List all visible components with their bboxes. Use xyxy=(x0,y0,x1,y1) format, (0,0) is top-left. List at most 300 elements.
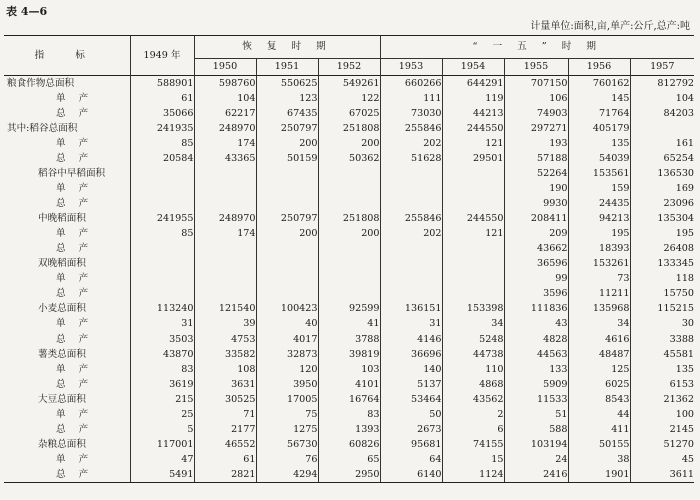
table-cell: 45581 xyxy=(630,347,694,362)
table-cell: 50362 xyxy=(318,151,380,166)
table-cell xyxy=(194,287,256,302)
table-cell: 61 xyxy=(130,91,194,106)
table-row xyxy=(4,136,694,151)
table-cell: 2 xyxy=(442,407,504,422)
table-cell xyxy=(194,196,256,211)
table-cell: 11211 xyxy=(568,287,630,302)
table-cell xyxy=(256,196,318,211)
table-cell: 85 xyxy=(130,136,194,151)
header-year: 1952 xyxy=(318,59,380,76)
table-cell xyxy=(130,272,194,287)
table-cell: 660266 xyxy=(380,76,442,92)
table-cell: 135 xyxy=(630,362,694,377)
header-year: 1955 xyxy=(504,59,568,76)
table-cell: 174 xyxy=(194,136,256,151)
table-cell xyxy=(380,196,442,211)
table-cell: 202 xyxy=(380,226,442,241)
table-row xyxy=(4,196,694,211)
table-row xyxy=(4,302,694,317)
table-cell: 200 xyxy=(318,226,380,241)
table-cell xyxy=(194,257,256,272)
table-cell: 104 xyxy=(194,91,256,106)
table-cell: 588901 xyxy=(130,76,194,92)
table-row xyxy=(4,392,694,407)
table-cell: 73030 xyxy=(380,106,442,121)
table-cell: 153261 xyxy=(568,257,630,272)
table-cell: 123 xyxy=(256,91,318,106)
row-label: 总 产 xyxy=(56,423,94,435)
table-cell: 43870 xyxy=(130,347,194,362)
table-cell xyxy=(256,257,318,272)
table-cell: 4828 xyxy=(504,332,568,347)
table-cell: 241955 xyxy=(130,211,194,226)
table-cell: 588 xyxy=(504,422,568,437)
table-cell: 6025 xyxy=(568,377,630,392)
table-cell: 44213 xyxy=(442,106,504,121)
table-row xyxy=(4,257,694,272)
table-row xyxy=(4,166,694,181)
table-cell: 39819 xyxy=(318,347,380,362)
table-cell: 61 xyxy=(194,452,256,467)
table-row xyxy=(4,407,694,422)
table-cell: 110 xyxy=(442,362,504,377)
table-cell: 54039 xyxy=(568,151,630,166)
table-cell xyxy=(442,166,504,181)
table-cell: 46552 xyxy=(194,437,256,452)
table-header xyxy=(4,36,694,76)
table-cell: 115215 xyxy=(630,302,694,317)
table-row xyxy=(4,347,694,362)
table-cell: 45 xyxy=(630,452,694,467)
table-cell: 161 xyxy=(630,136,694,151)
table-row xyxy=(4,242,694,257)
table-cell: 135968 xyxy=(568,302,630,317)
table-cell: 51270 xyxy=(630,437,694,452)
table-cell: 44 xyxy=(568,407,630,422)
table-row xyxy=(4,226,694,241)
table-cell: 136530 xyxy=(630,166,694,181)
table-cell: 100423 xyxy=(256,302,318,317)
row-label: 单 产 xyxy=(56,183,94,195)
table-cell: 2177 xyxy=(194,422,256,437)
table-cell xyxy=(442,272,504,287)
table-cell: 2416 xyxy=(504,467,568,483)
table-cell: 11533 xyxy=(504,392,568,407)
header-year: 1953 xyxy=(380,59,442,76)
table-cell: 73 xyxy=(568,272,630,287)
table-row xyxy=(4,377,694,392)
table-cell: 36696 xyxy=(380,347,442,362)
table-cell: 15750 xyxy=(630,287,694,302)
table-cell: 215 xyxy=(130,392,194,407)
row-label: 总 产 xyxy=(56,333,94,345)
table-row xyxy=(4,121,694,136)
table-cell: 5909 xyxy=(504,377,568,392)
table-cell: 36596 xyxy=(504,257,568,272)
table-cell: 33582 xyxy=(194,347,256,362)
table-cell: 121 xyxy=(442,226,504,241)
table-cell: 405179 xyxy=(568,121,630,136)
header-recovery-period: 恢 复 时 期 xyxy=(194,36,380,59)
table-cell: 48487 xyxy=(568,347,630,362)
table-cell: 50155 xyxy=(568,437,630,452)
table-cell xyxy=(194,166,256,181)
table-cell: 67435 xyxy=(256,106,318,121)
table-cell: 50159 xyxy=(256,151,318,166)
table-cell xyxy=(130,257,194,272)
row-label: 双晚稻面积 xyxy=(38,258,86,270)
table-cell: 760162 xyxy=(568,76,630,92)
table-cell: 2673 xyxy=(380,422,442,437)
table-cell: 411 xyxy=(568,422,630,437)
table-cell: 2145 xyxy=(630,422,694,437)
table-cell: 85 xyxy=(130,226,194,241)
header-first-five-year-plan: “ 一 五 ” 时 期 xyxy=(380,36,694,59)
table-row xyxy=(4,106,694,121)
table-cell: 44738 xyxy=(442,347,504,362)
table-row xyxy=(4,362,694,377)
row-label: 单 产 xyxy=(56,92,94,104)
table-cell xyxy=(380,287,442,302)
table-cell: 71 xyxy=(194,407,256,422)
table-cell xyxy=(380,257,442,272)
row-label: 总 产 xyxy=(56,378,94,390)
table-cell: 74155 xyxy=(442,437,504,452)
table-cell: 106 xyxy=(504,91,568,106)
table-cell: 67025 xyxy=(318,106,380,121)
row-label: 单 产 xyxy=(56,137,94,149)
table-cell: 44563 xyxy=(504,347,568,362)
table-cell: 75 xyxy=(256,407,318,422)
table-cell: 100 xyxy=(630,407,694,422)
table-cell: 3503 xyxy=(130,332,194,347)
table-cell xyxy=(380,242,442,257)
table-cell: 3631 xyxy=(194,377,256,392)
table-cell: 117001 xyxy=(130,437,194,452)
table-cell xyxy=(318,257,380,272)
row-label: 总 产 xyxy=(56,152,94,164)
table-cell: 5 xyxy=(130,422,194,437)
row-label: 稻谷中早稻面积 xyxy=(38,168,106,179)
table-cell: 133345 xyxy=(630,257,694,272)
table-cell: 3788 xyxy=(318,332,380,347)
table-cell: 6 xyxy=(442,422,504,437)
table-cell: 31 xyxy=(130,317,194,332)
table-cell: 103194 xyxy=(504,437,568,452)
table-cell: 9930 xyxy=(504,196,568,211)
header-year: 1951 xyxy=(256,59,318,76)
table-cell: 248970 xyxy=(194,211,256,226)
table-cell: 208411 xyxy=(504,211,568,226)
table-cell: 40 xyxy=(256,317,318,332)
table-cell: 30 xyxy=(630,317,694,332)
row-label: 单 产 xyxy=(56,318,94,330)
table-cell: 29501 xyxy=(442,151,504,166)
table-cell: 30525 xyxy=(194,392,256,407)
table-cell: 92599 xyxy=(318,302,380,317)
table-cell: 145 xyxy=(568,91,630,106)
table-cell: 244550 xyxy=(442,121,504,136)
header-indicator: 指 标 xyxy=(4,36,130,76)
table-cell: 74903 xyxy=(504,106,568,121)
table-cell: 121540 xyxy=(194,302,256,317)
table-row xyxy=(4,91,694,106)
table-cell: 644291 xyxy=(442,76,504,92)
row-label: 单 产 xyxy=(56,408,94,420)
table-cell: 34 xyxy=(568,317,630,332)
table-cell: 4101 xyxy=(318,377,380,392)
table-cell xyxy=(442,257,504,272)
table-cell: 193 xyxy=(504,136,568,151)
table-cell: 18393 xyxy=(568,242,630,257)
table-cell xyxy=(380,272,442,287)
table-cell: 3619 xyxy=(130,377,194,392)
table-cell: 550625 xyxy=(256,76,318,92)
table-cell: 3596 xyxy=(504,287,568,302)
table-cell: 43562 xyxy=(442,392,504,407)
table-cell: 99 xyxy=(504,272,568,287)
table-cell xyxy=(194,181,256,196)
table-cell: 4017 xyxy=(256,332,318,347)
row-label: 总 产 xyxy=(56,243,94,255)
table-cell: 25 xyxy=(130,407,194,422)
table-cell xyxy=(130,166,194,181)
table-cell: 248970 xyxy=(194,121,256,136)
table-cell: 3611 xyxy=(630,467,694,483)
row-label: 总 产 xyxy=(56,107,94,119)
header-year: 1954 xyxy=(442,59,504,76)
table-cell: 57188 xyxy=(504,151,568,166)
table-cell: 255846 xyxy=(380,121,442,136)
row-label: 小麦总面积 xyxy=(38,303,86,315)
table-cell: 6140 xyxy=(380,467,442,483)
table-cell: 135304 xyxy=(630,211,694,226)
table-cell: 159 xyxy=(568,181,630,196)
table-row xyxy=(4,332,694,347)
row-label: 大豆总面积 xyxy=(38,393,86,405)
header-year: 1950 xyxy=(194,59,256,76)
table-cell: 94213 xyxy=(568,211,630,226)
table-cell: 190 xyxy=(504,181,568,196)
table-cell xyxy=(194,242,256,257)
table-cell xyxy=(130,196,194,211)
table-cell: 32873 xyxy=(256,347,318,362)
table-cell: 4868 xyxy=(442,377,504,392)
table-cell: 65 xyxy=(318,452,380,467)
table-row xyxy=(4,467,694,483)
table-row xyxy=(4,317,694,332)
header-year: 1956 xyxy=(568,59,630,76)
table-cell: 31 xyxy=(380,317,442,332)
table-cell: 47 xyxy=(130,452,194,467)
table-cell: 5137 xyxy=(380,377,442,392)
table-cell xyxy=(256,181,318,196)
table-cell: 103 xyxy=(318,362,380,377)
table-row xyxy=(4,437,694,452)
table-cell: 34 xyxy=(442,317,504,332)
table-cell: 16764 xyxy=(318,392,380,407)
table-cell: 244550 xyxy=(442,211,504,226)
table-cell: 5248 xyxy=(442,332,504,347)
row-label: 总 产 xyxy=(56,198,94,210)
table-cell: 52264 xyxy=(504,166,568,181)
table-cell: 120 xyxy=(256,362,318,377)
table-cell: 1393 xyxy=(318,422,380,437)
table-cell: 200 xyxy=(256,136,318,151)
table-cell xyxy=(318,242,380,257)
table-cell: 38 xyxy=(568,452,630,467)
row-label: 总 产 xyxy=(56,288,94,300)
table-cell: 41 xyxy=(318,317,380,332)
table-cell: 135 xyxy=(568,136,630,151)
table-cell: 195 xyxy=(568,226,630,241)
table-cell xyxy=(318,272,380,287)
table-cell: 200 xyxy=(256,226,318,241)
table-cell xyxy=(442,242,504,257)
table-cell: 250797 xyxy=(256,121,318,136)
table-row xyxy=(4,151,694,166)
table-cell: 200 xyxy=(318,136,380,151)
table-cell xyxy=(256,166,318,181)
table-body xyxy=(4,76,694,483)
row-label: 总 产 xyxy=(4,467,130,483)
table-cell: 153561 xyxy=(568,166,630,181)
table-cell: 17005 xyxy=(256,392,318,407)
table-cell: 39 xyxy=(194,317,256,332)
row-label: 薯类总面积 xyxy=(38,348,86,360)
table-cell: 95681 xyxy=(380,437,442,452)
table-cell: 24 xyxy=(504,452,568,467)
table-cell: 50 xyxy=(380,407,442,422)
table-cell: 83 xyxy=(318,407,380,422)
row-label: 中晚稻面积 xyxy=(38,213,86,225)
table-row xyxy=(4,272,694,287)
table-cell xyxy=(194,272,256,287)
table-cell xyxy=(442,181,504,196)
table-cell xyxy=(380,181,442,196)
table-cell xyxy=(442,196,504,211)
table-cell: 153398 xyxy=(442,302,504,317)
table-row xyxy=(4,181,694,196)
table-cell: 83 xyxy=(130,362,194,377)
table-cell xyxy=(130,287,194,302)
header-year: 1957 xyxy=(630,59,694,76)
table-cell: 136151 xyxy=(380,302,442,317)
table-cell: 118 xyxy=(630,272,694,287)
table-cell: 2950 xyxy=(318,467,380,483)
table-cell: 4753 xyxy=(194,332,256,347)
table-cell: 4616 xyxy=(568,332,630,347)
table-cell: 21362 xyxy=(630,392,694,407)
row-label: 单 产 xyxy=(56,228,94,240)
table-cell xyxy=(130,181,194,196)
table-cell: 140 xyxy=(380,362,442,377)
table-cell: 1275 xyxy=(256,422,318,437)
table-cell: 51 xyxy=(504,407,568,422)
table-cell xyxy=(256,287,318,302)
table-cell xyxy=(380,166,442,181)
table-cell: 64 xyxy=(380,452,442,467)
table-cell: 133 xyxy=(504,362,568,377)
table-cell: 20584 xyxy=(130,151,194,166)
table-row xyxy=(4,452,694,467)
table-cell: 241935 xyxy=(130,121,194,136)
table-cell: 23096 xyxy=(630,196,694,211)
table-cell: 707150 xyxy=(504,76,568,92)
table-cell xyxy=(256,242,318,257)
table-cell xyxy=(318,196,380,211)
table-cell: 122 xyxy=(318,91,380,106)
table-cell: 251808 xyxy=(318,121,380,136)
table-cell xyxy=(318,166,380,181)
table-cell: 3950 xyxy=(256,377,318,392)
row-label: 粮食作物总面积 xyxy=(7,77,75,89)
table-cell: 598760 xyxy=(194,76,256,92)
table-cell xyxy=(130,242,194,257)
table-cell xyxy=(630,121,694,136)
table-cell: 65254 xyxy=(630,151,694,166)
table-cell: 111836 xyxy=(504,302,568,317)
row-label: 单 产 xyxy=(56,363,94,375)
header-year-1949: 1949 年 xyxy=(130,36,194,76)
table-cell: 297271 xyxy=(504,121,568,136)
table-cell: 2821 xyxy=(194,467,256,483)
statistics-table xyxy=(4,35,694,483)
table-cell xyxy=(256,272,318,287)
table-cell: 3388 xyxy=(630,332,694,347)
table-cell xyxy=(318,287,380,302)
table-cell: 255846 xyxy=(380,211,442,226)
table-cell: 202 xyxy=(380,136,442,151)
table-cell: 4294 xyxy=(256,467,318,483)
table-cell: 111 xyxy=(380,91,442,106)
table-cell: 43662 xyxy=(504,242,568,257)
table-cell: 51628 xyxy=(380,151,442,166)
table-cell: 121 xyxy=(442,136,504,151)
table-row xyxy=(4,287,694,302)
table-cell: 108 xyxy=(194,362,256,377)
unit-note: 计量单位:面积,亩,单产:公斤,总产:吨 xyxy=(530,21,690,32)
table-cell: 8543 xyxy=(568,392,630,407)
table-cell: 43365 xyxy=(194,151,256,166)
row-label: 单 产 xyxy=(56,273,94,285)
table-cell: 6153 xyxy=(630,377,694,392)
table-cell: 812792 xyxy=(630,76,694,92)
table-cell: 56730 xyxy=(256,437,318,452)
table-cell: 15 xyxy=(442,452,504,467)
table-row xyxy=(4,76,694,92)
table-cell: 43 xyxy=(504,317,568,332)
row-label: 单 产 xyxy=(56,453,94,465)
table-cell: 104 xyxy=(630,91,694,106)
table-cell: 71764 xyxy=(568,106,630,121)
table-cell: 26408 xyxy=(630,242,694,257)
table-cell: 119 xyxy=(442,91,504,106)
table-number: 表 4—6 xyxy=(6,5,48,18)
table-row xyxy=(4,211,694,226)
table-cell: 84203 xyxy=(630,106,694,121)
table-cell: 113240 xyxy=(130,302,194,317)
table-cell: 62217 xyxy=(194,106,256,121)
table-cell: 76 xyxy=(256,452,318,467)
table-cell: 174 xyxy=(194,226,256,241)
table-cell: 250797 xyxy=(256,211,318,226)
table-cell: 53464 xyxy=(380,392,442,407)
table-cell: 195 xyxy=(630,226,694,241)
table-cell: 549261 xyxy=(318,76,380,92)
table-cell: 1124 xyxy=(442,467,504,483)
table-cell: 251808 xyxy=(318,211,380,226)
